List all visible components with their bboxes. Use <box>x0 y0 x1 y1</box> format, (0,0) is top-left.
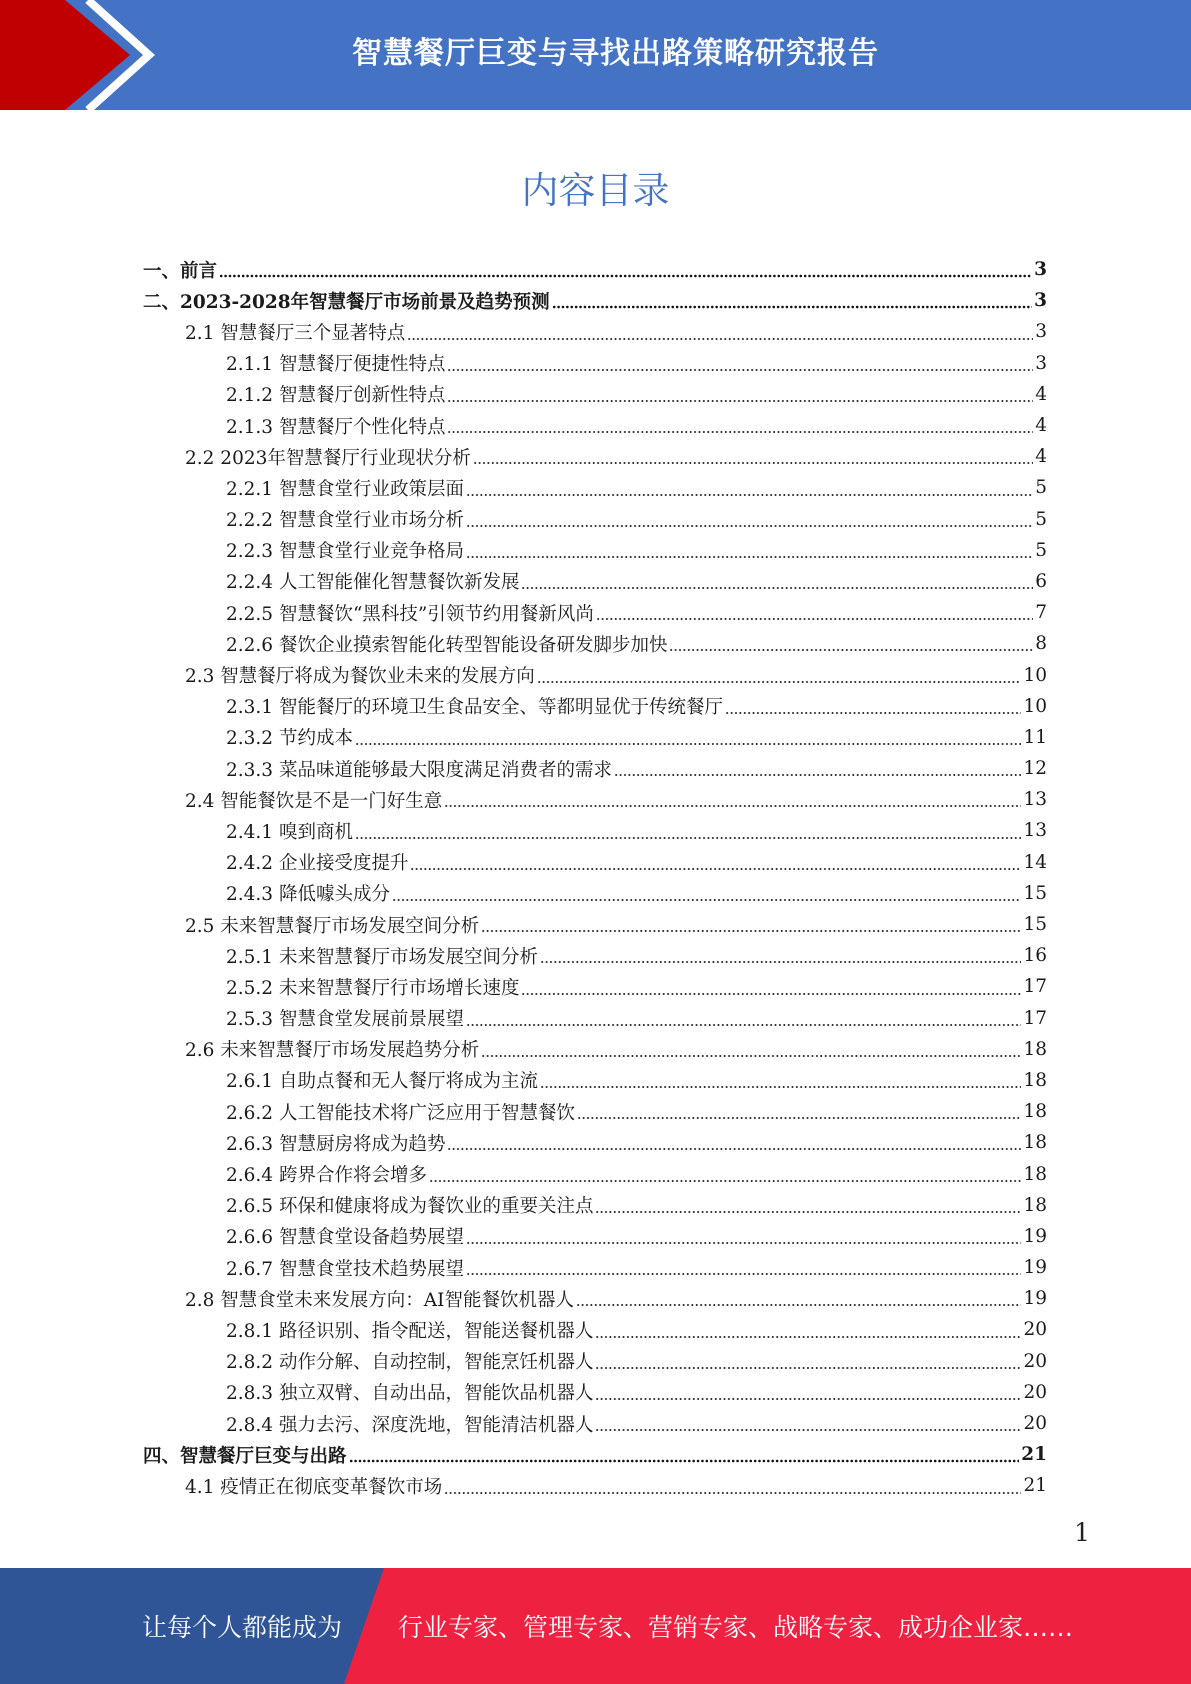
toc-entry-page: 6 <box>1035 570 1047 592</box>
toc-dot-leader <box>349 1459 1020 1463</box>
toc-dot-leader <box>444 1491 1021 1495</box>
toc-entry-title: 2.3.1 智能餐厅的环境卫生食品安全、等都明显优于传统餐厅 <box>226 697 723 719</box>
toc-entry-title: 2.8.3 独立双臂、自动出品，智能饮品机器人 <box>226 1383 594 1405</box>
toc-entry[interactable] <box>143 784 1047 815</box>
toc-entry[interactable] <box>143 535 1047 566</box>
toc-entry-page: 18 <box>1023 1101 1047 1123</box>
toc-dot-leader <box>595 1397 1021 1401</box>
toc-entry-page: 20 <box>1023 1413 1047 1435</box>
toc-dot-leader <box>392 898 1021 902</box>
toc-entry-page: 12 <box>1023 758 1047 780</box>
toc-entry[interactable] <box>143 753 1047 784</box>
toc-entry-title: 2.8.2 动作分解、自动控制，智能烹饪机器人 <box>226 1352 594 1374</box>
toc-entry[interactable] <box>143 348 1047 379</box>
toc-dot-leader <box>466 493 1033 497</box>
toc-entry[interactable] <box>143 410 1047 441</box>
toc-entry-title: 2.4.3 降低噱头成分 <box>226 884 390 906</box>
toc-dot-leader <box>447 368 1033 372</box>
toc-entry-title: 一、前言 <box>143 260 218 282</box>
toc-entry-page: 18 <box>1023 1194 1047 1216</box>
toc-entry-page: 20 <box>1023 1319 1047 1341</box>
toc-entry-page: 13 <box>1023 820 1047 842</box>
toc-entry-title: 2.6.1 自助点餐和无人餐厅将成为主流 <box>226 1071 538 1093</box>
toc-dot-leader <box>552 305 1032 309</box>
toc-entry-title: 2.8.1 路径识别、指令配送，智能送餐机器人 <box>226 1320 594 1342</box>
toc-entry-title: 2.6.7 智慧食堂技术趋势展望 <box>226 1258 464 1280</box>
toc-entry-page: 17 <box>1023 1007 1047 1029</box>
toc-entry[interactable] <box>143 628 1047 659</box>
toc-entry[interactable] <box>143 1190 1047 1221</box>
toc-entry-page: 7 <box>1035 602 1047 624</box>
toc-dot-leader <box>444 804 1021 808</box>
toc-entry-title: 4.1 疫情正在彻底变革餐饮市场 <box>185 1476 443 1498</box>
toc-dot-leader <box>407 337 1033 341</box>
toc-dot-leader <box>521 992 1021 996</box>
toc-entry-title: 2.5.2 未来智慧餐厅行市场增长速度 <box>226 977 520 999</box>
toc-entry-page: 21 <box>1023 1475 1047 1497</box>
header-title: 智慧餐厅巨变与寻找出路策略研究报告 <box>352 36 879 71</box>
toc-entry-title: 2.2.4 人工智能催化智慧餐饮新发展 <box>226 572 520 594</box>
toc-entry-page: 18 <box>1023 1069 1047 1091</box>
toc-entry[interactable] <box>143 441 1047 472</box>
toc-entry-title: 2.2.3 智慧食堂行业竞争格局 <box>226 541 464 563</box>
toc-entry-page: 5 <box>1035 477 1047 499</box>
toc-entry-title: 2.8 智慧食堂未来发展方向：AI智能餐饮机器人 <box>185 1289 574 1311</box>
toc-entry-title: 二、2023-2028年智慧餐厅市场前景及趋势预测 <box>143 291 550 313</box>
toc-entry-title: 2.6 未来智慧餐厅市场发展趋势分析 <box>185 1040 480 1062</box>
toc-entry-page: 3 <box>1034 290 1047 312</box>
toc-dot-leader <box>537 680 1022 684</box>
toc-entry-page: 4 <box>1035 415 1047 437</box>
toc-dot-leader <box>481 929 1021 933</box>
toc-dot-leader <box>410 867 1021 871</box>
toc-dot-leader <box>473 461 1033 465</box>
toc-entry-page: 15 <box>1023 882 1047 904</box>
toc-entry[interactable] <box>143 1096 1047 1127</box>
toc-dot-leader <box>466 1023 1021 1027</box>
toc-entry-title: 2.3.2 节约成本 <box>226 728 353 750</box>
toc-entry-page: 11 <box>1023 726 1047 748</box>
toc-entry[interactable] <box>143 815 1047 846</box>
toc-entry-title: 2.6.5 环保和健康将成为餐饮业的重要关注点 <box>226 1196 594 1218</box>
toc-dot-leader <box>614 773 1021 777</box>
toc-dot-leader <box>429 1179 1021 1183</box>
toc-entry[interactable] <box>143 1470 1047 1501</box>
toc-entry-title: 2.6.6 智慧食堂设备趋势展望 <box>226 1227 464 1249</box>
toc-entry-title: 2.1.2 智慧餐厅创新性特点 <box>226 385 446 407</box>
toc-entry[interactable] <box>143 566 1047 597</box>
toc-dot-leader <box>447 430 1033 434</box>
toc-dot-leader <box>447 1147 1021 1151</box>
table-of-contents <box>143 254 1047 1502</box>
toc-entry-page: 20 <box>1023 1350 1047 1372</box>
toc-dot-leader <box>577 1116 1021 1120</box>
toc-entry[interactable] <box>143 472 1047 503</box>
toc-entry-page: 19 <box>1023 1257 1047 1279</box>
toc-entry-title: 2.5.1 未来智慧餐厅市场发展空间分析 <box>226 946 538 968</box>
toc-entry-page: 18 <box>1023 1132 1047 1154</box>
toc-entry-page: 21 <box>1021 1444 1047 1466</box>
toc-dot-leader <box>481 1054 1021 1058</box>
toc-dot-leader <box>466 555 1033 559</box>
toc-entry-title: 2.2 2023年智慧餐厅行业现状分析 <box>185 447 471 469</box>
toc-entry-title: 2.2.1 智慧食堂行业政策层面 <box>226 478 464 500</box>
toc-entry-title: 2.2.2 智慧食堂行业市场分析 <box>226 510 464 532</box>
toc-entry[interactable] <box>143 1314 1047 1345</box>
toc-dot-leader <box>466 524 1033 528</box>
toc-entry-page: 4 <box>1035 446 1047 468</box>
toc-entry[interactable] <box>143 909 1047 940</box>
toc-dot-leader <box>219 274 1032 278</box>
toc-entry-page: 10 <box>1023 664 1047 686</box>
toc-entry-page: 5 <box>1035 508 1047 530</box>
toc-entry-title: 2.4.1 嗅到商机 <box>226 821 353 843</box>
toc-entry[interactable] <box>143 597 1047 628</box>
footer-slogan-right: 行业专家、管理专家、营销专家、战略专家、成功企业家…… <box>398 1613 1074 1642</box>
toc-entry[interactable] <box>143 254 1047 285</box>
toc-entry-page: 17 <box>1023 976 1047 998</box>
toc-entry[interactable] <box>143 379 1047 410</box>
toc-entry-page: 3 <box>1035 321 1047 343</box>
toc-entry-page: 19 <box>1023 1288 1047 1310</box>
toc-entry-page: 18 <box>1023 1038 1047 1060</box>
toc-entry-page: 20 <box>1023 1381 1047 1403</box>
toc-entry[interactable] <box>143 940 1047 971</box>
toc-dot-leader <box>540 1085 1021 1089</box>
toc-entry-title: 2.4 智能餐饮是不是一门好生意 <box>185 790 443 812</box>
toc-entry-title: 2.5.3 智慧食堂发展前景展望 <box>226 1009 464 1031</box>
toc-dot-leader <box>595 1428 1021 1432</box>
toc-entry[interactable] <box>143 847 1047 878</box>
toc-entry-title: 2.3 智慧餐厅将成为餐饮业未来的发展方向 <box>185 666 535 688</box>
toc-entry[interactable] <box>143 316 1047 347</box>
toc-entry-page: 10 <box>1023 695 1047 717</box>
toc-dot-leader <box>355 742 1022 746</box>
toc-entry-title: 2.1.1 智慧餐厅便捷性特点 <box>226 354 446 376</box>
toc-entry-page: 19 <box>1023 1225 1047 1247</box>
toc-entry[interactable] <box>143 1439 1047 1470</box>
toc-entry[interactable] <box>143 285 1047 316</box>
toc-entry-title: 2.2.6 餐饮企业摸索智能化转型智能设备研发脚步加快 <box>226 634 668 656</box>
toc-entry-title: 2.5 未来智慧餐厅市场发展空间分析 <box>185 915 480 937</box>
toc-dot-leader <box>725 711 1021 715</box>
toc-dot-leader <box>595 1335 1021 1339</box>
toc-dot-leader <box>576 1303 1021 1307</box>
toc-entry[interactable] <box>143 1158 1047 1189</box>
toc-dot-leader <box>669 648 1033 652</box>
toc-entry[interactable] <box>143 659 1047 690</box>
toc-entry-title: 2.6.4 跨界合作将会增多 <box>226 1165 427 1187</box>
toc-entry[interactable] <box>143 504 1047 535</box>
toc-entry-page: 4 <box>1035 383 1047 405</box>
toc-dot-leader <box>355 836 1022 840</box>
toc-entry[interactable] <box>143 1377 1047 1408</box>
toc-entry[interactable] <box>143 691 1047 722</box>
toc-entry-page: 16 <box>1023 945 1047 967</box>
footer-slogan-left: 让每个人都能成为 <box>142 1613 343 1642</box>
toc-entry-title: 2.4.2 企业接受度提升 <box>226 853 409 875</box>
toc-dot-leader <box>596 617 1033 621</box>
toc-dot-leader <box>447 399 1033 403</box>
footer-banner <box>0 1568 1191 1684</box>
toc-entry-page: 3 <box>1035 352 1047 374</box>
toc-entry-page: 8 <box>1035 633 1047 655</box>
toc-entry[interactable] <box>143 1346 1047 1377</box>
toc-entry[interactable] <box>143 722 1047 753</box>
toc-entry[interactable] <box>143 971 1047 1002</box>
toc-dot-leader <box>521 586 1033 590</box>
toc-dot-leader <box>466 1272 1021 1276</box>
toc-entry-page: 5 <box>1035 539 1047 561</box>
toc-dot-leader <box>595 1210 1021 1214</box>
toc-entry[interactable] <box>143 1252 1047 1283</box>
toc-entry-title: 2.2.5 智慧餐饮“黑科技”引领节约用餐新风尚 <box>226 603 594 625</box>
toc-entry-page: 15 <box>1023 914 1047 936</box>
toc-entry-page: 18 <box>1023 1163 1047 1185</box>
toc-entry-page: 13 <box>1023 789 1047 811</box>
toc-entry-title: 2.1 智慧餐厅三个显著特点 <box>185 322 406 344</box>
toc-entry[interactable] <box>143 1003 1047 1034</box>
toc-entry[interactable] <box>143 1221 1047 1252</box>
toc-entry-title: 2.6.2 人工智能技术将广泛应用于智慧餐饮 <box>226 1102 575 1124</box>
toc-entry[interactable] <box>143 1034 1047 1065</box>
toc-title: 内容目录 <box>521 169 670 212</box>
toc-entry-page: 3 <box>1034 259 1047 281</box>
toc-dot-leader <box>595 1366 1021 1370</box>
toc-entry-title: 四、智慧餐厅巨变与出路 <box>143 1445 347 1467</box>
toc-entry[interactable] <box>143 878 1047 909</box>
toc-entry[interactable] <box>143 1283 1047 1314</box>
toc-entry[interactable] <box>143 1127 1047 1158</box>
toc-entry[interactable] <box>143 1408 1047 1439</box>
toc-entry-title: 2.1.3 智慧餐厅个性化特点 <box>226 416 446 438</box>
toc-dot-leader <box>540 960 1021 964</box>
toc-dot-leader <box>466 1241 1021 1245</box>
toc-entry-title: 2.8.4 强力去污、深度洗地，智能清洁机器人 <box>226 1414 594 1436</box>
toc-entry-page: 14 <box>1023 851 1047 873</box>
page-number: 1 <box>1074 1518 1090 1547</box>
toc-entry-title: 2.3.3 菜品味道能够最大限度满足消费者的需求 <box>226 759 612 781</box>
toc-entry[interactable] <box>143 1065 1047 1096</box>
header-banner <box>0 0 1191 110</box>
toc-entry-title: 2.6.3 智慧厨房将成为趋势 <box>226 1133 446 1155</box>
